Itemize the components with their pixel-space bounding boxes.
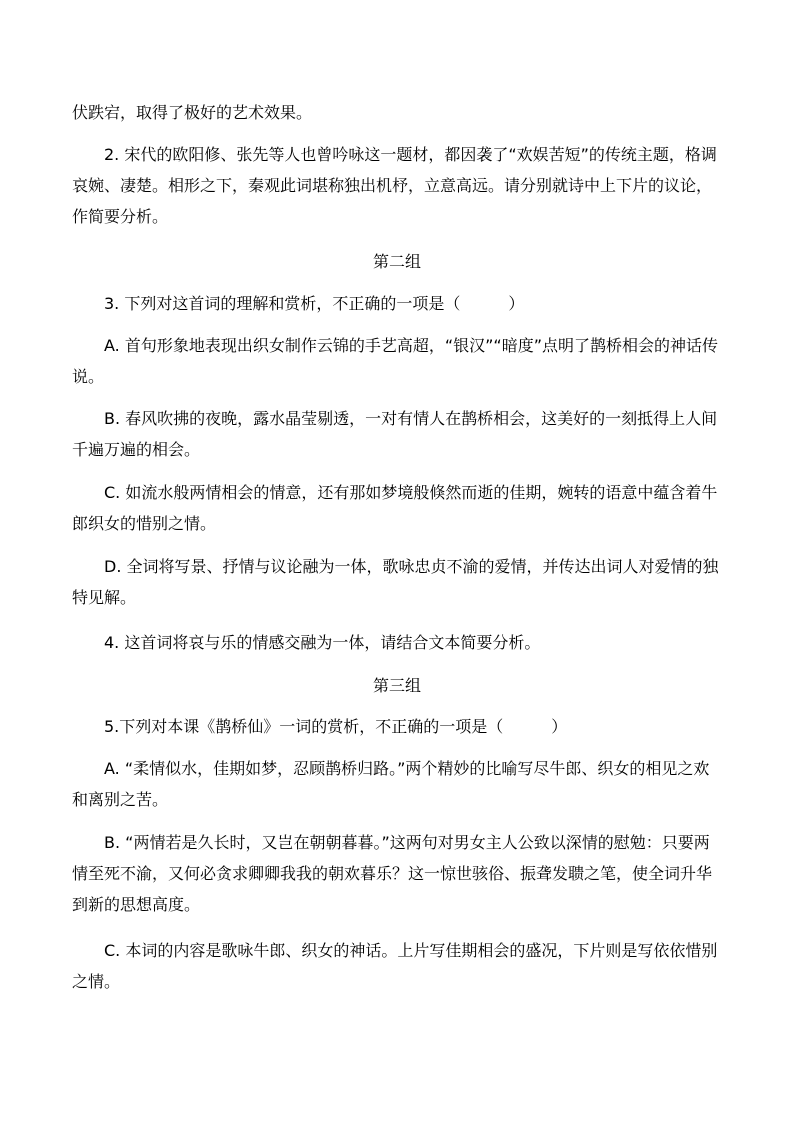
question-3-option-b: B. 春风吹拂的夜晚，露水晶莹剔透，一对有情人在鹊桥相会，这美好的一刻抵得上人间千遍万遍的相会。 bbox=[72, 409, 718, 459]
question-3-option-a: A. 首句形象地表现出织女制作云锦的手艺高超，“银汉”“暗度”点明了鹊桥相会的神话传说。 bbox=[72, 336, 718, 386]
question-3: 3. 下列对这首词的理解和赏析，不正确的一项是（ ） bbox=[104, 294, 525, 313]
question-2: 2. 宋代的欧阳修、张先等人也曾吟咏这一题材，都因袭了“欢娱苦短”的传统主题，格调哀婉、凄楚。相形之下，秦观此词堪称独出机杼，立意高远。请分别就诗中上下片的议论，作简要分析。 bbox=[72, 145, 717, 226]
question-4: 4. 这首词将哀与乐的情感交融为一体，请结合文本简要分析。 bbox=[104, 633, 541, 652]
question-5: 5.下列对本课《鹊桥仙》一词的赏析，不正确的一项是（ ） bbox=[104, 717, 568, 736]
question-5-option-a: A. “柔情似水，佳期如梦，忍顾鹊桥归路。”两个精妙的比喻写尽牛郎、织女的相见之欢和离别之苦。 bbox=[72, 759, 710, 809]
question-5-option-c: C. 本词的内容是歌咏牛郎、织女的神话。上片写佳期相会的盛况，下片则是写依依惜别之情。 bbox=[72, 941, 718, 991]
group-heading-2: 第二组 bbox=[372, 252, 421, 271]
question-3-option-d: D. 全词将写景、抒情与议论融为一体，歌咏忠贞不渝的爱情，并传达出词人对爱情的独特见解。 bbox=[72, 557, 719, 607]
paragraph-continuation: 伏跌宕，取得了极好的艺术效果。 bbox=[72, 103, 313, 122]
question-3-option-c: C. 如流水般两情相会的情意，还有那如梦境般倏然而逝的佳期，婉转的语意中蕴含着牛郎织女的惜别之情。 bbox=[72, 483, 718, 533]
group-heading-3: 第三组 bbox=[372, 676, 421, 695]
question-5-option-b: B. “两情若是久长时，又岂在朝朝暮暮。”这两句对男女主人公致以深情的慰勉：只要两情至死不渝，又何必贪求卿卿我我的朝欢暮乐？这一惊世骇俗、振聋发聩之笔，使全词升华到新的思想高度。 bbox=[72, 833, 713, 914]
